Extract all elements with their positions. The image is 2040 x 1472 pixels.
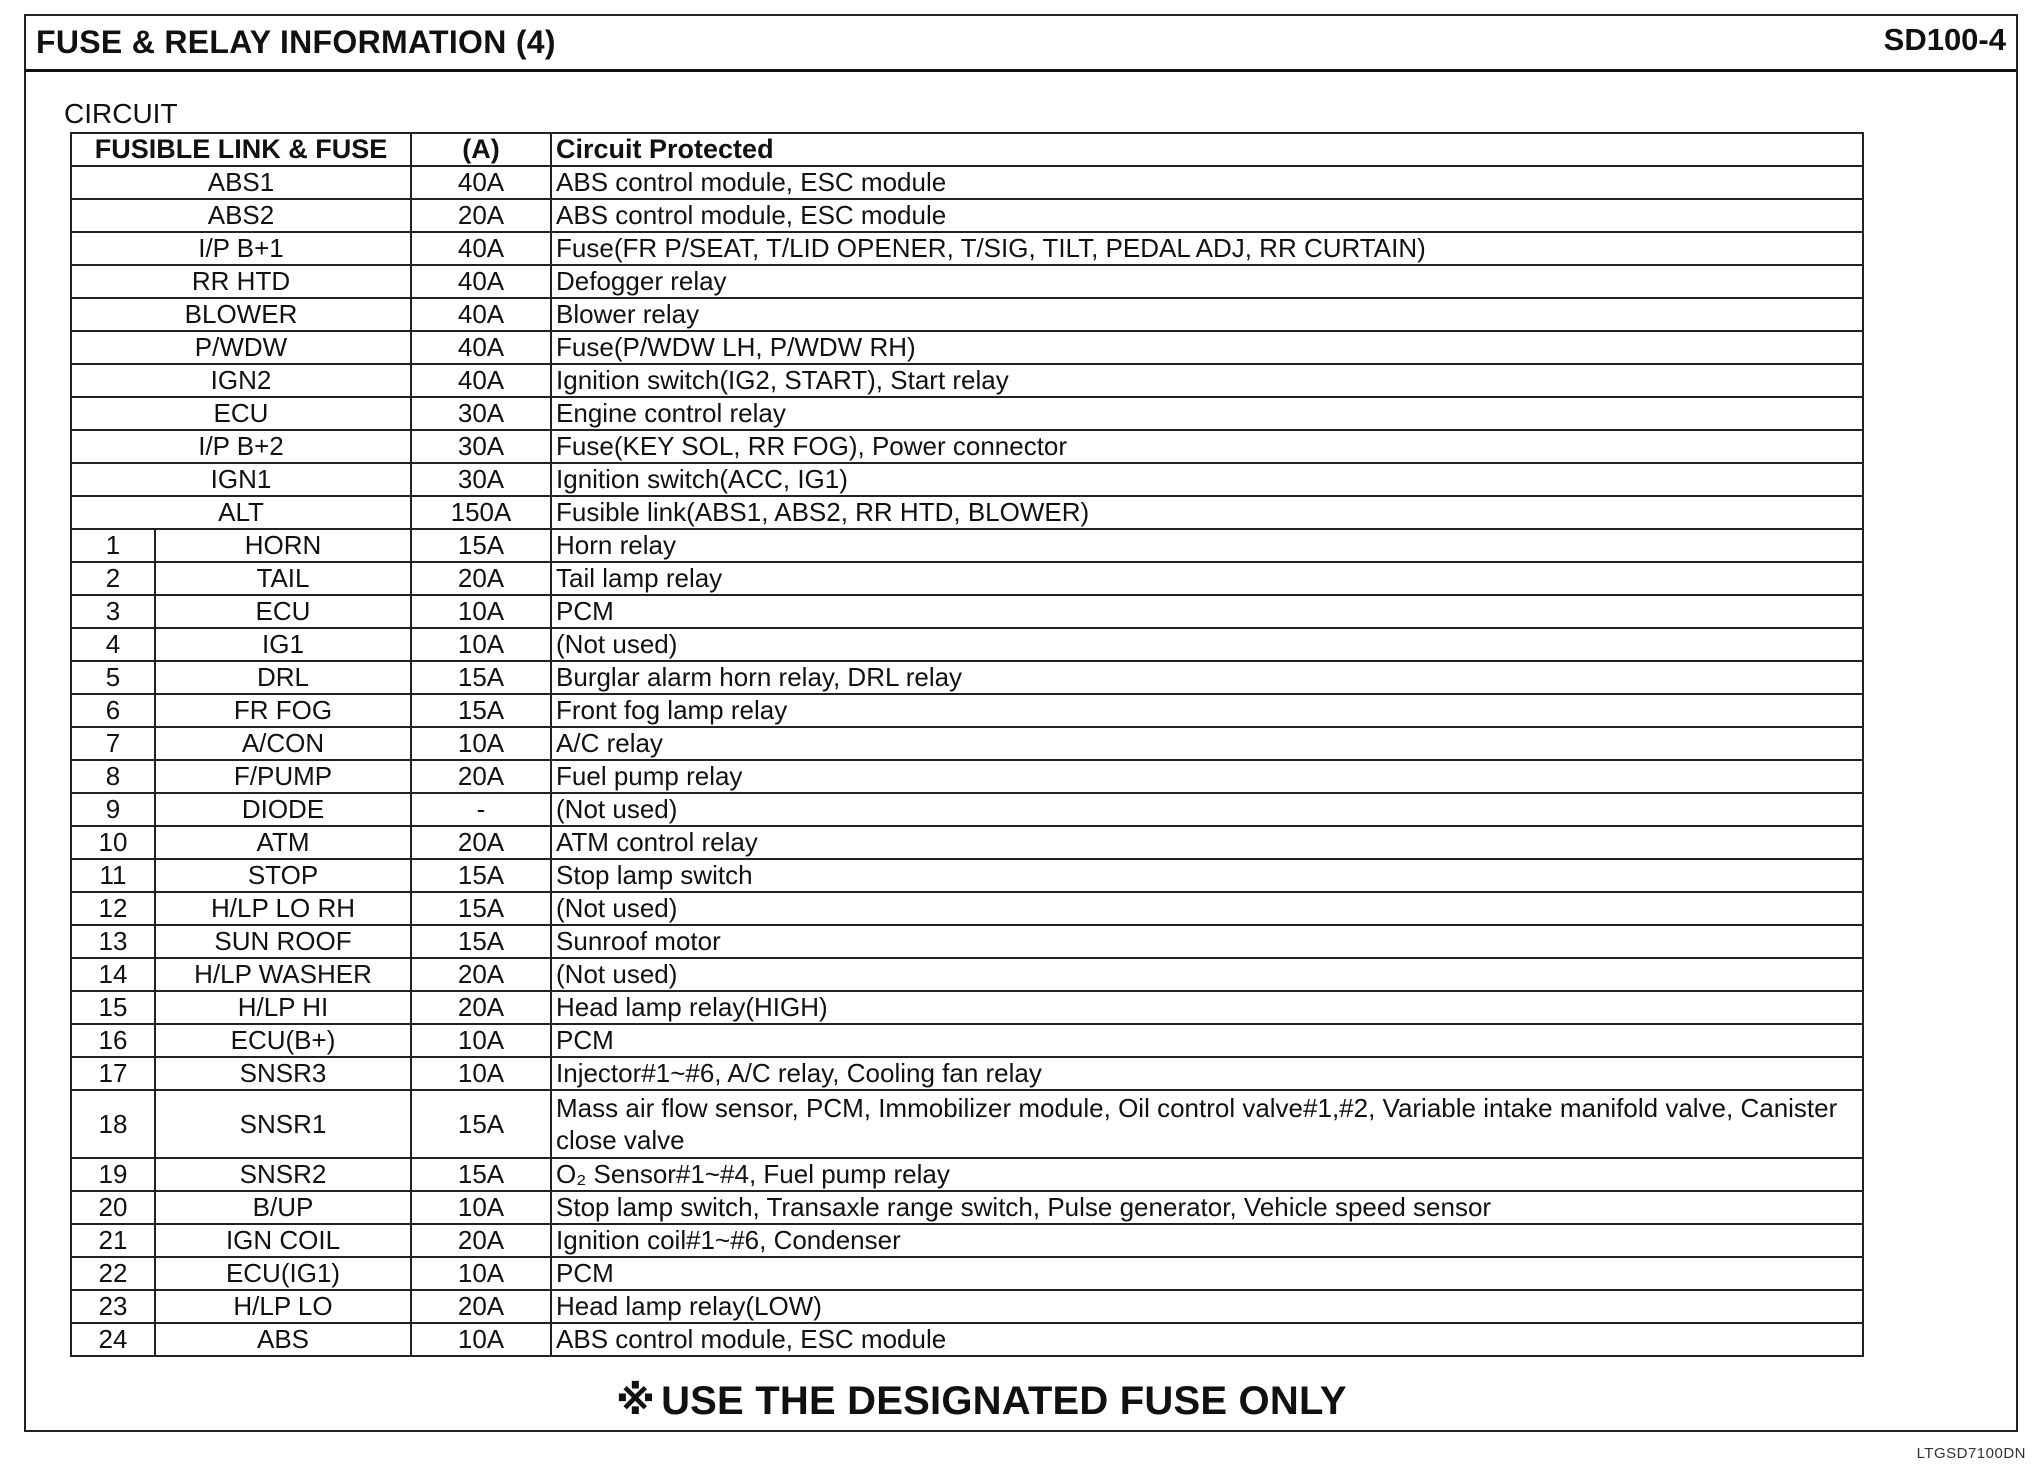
fusible-link-circuit: ABS control module, ESC module — [551, 199, 1863, 232]
fusible-link-amps: 40A — [411, 265, 551, 298]
fusible-link-amps: 40A — [411, 298, 551, 331]
fuse-name: STOP — [155, 859, 411, 892]
fuse-amps: 15A — [411, 694, 551, 727]
page-title: FUSE & RELAY INFORMATION (4) — [36, 24, 556, 60]
fuse-number: 4 — [71, 628, 155, 661]
section-label: CIRCUIT — [64, 98, 178, 129]
page-code: SD100-4 — [1883, 22, 2006, 57]
fusible-link-amps: 150A — [411, 496, 551, 529]
fuse-number: 18 — [71, 1090, 155, 1158]
fuse-row — [71, 760, 1863, 793]
fuse-number: 17 — [71, 1057, 155, 1090]
fuse-circuit: Fuel pump relay — [551, 760, 1863, 793]
fuse-row — [71, 1191, 1863, 1224]
fuse-circuit: Ignition coil#1~#6, Condenser — [551, 1224, 1863, 1257]
fuse-row — [71, 925, 1863, 958]
fusible-link-name: IGN2 — [71, 364, 411, 397]
fuse-number: 2 — [71, 562, 155, 595]
fuse-name: DIODE — [155, 793, 411, 826]
fuse-name: SUN ROOF — [155, 925, 411, 958]
fuse-amps: 10A — [411, 1257, 551, 1290]
fuse-name: SNSR2 — [155, 1158, 411, 1191]
fusible-link-amps: 20A — [411, 199, 551, 232]
fuse-circuit: PCM — [551, 595, 1863, 628]
fuse-number: 16 — [71, 1024, 155, 1057]
fuse-name: H/LP HI — [155, 991, 411, 1024]
fusible-link-row — [71, 496, 1863, 529]
note-text: USE THE DESIGNATED FUSE ONLY — [661, 1379, 1347, 1423]
fusible-link-row — [71, 232, 1863, 265]
fuse-row — [71, 1090, 1863, 1158]
fuse-circuit: Head lamp relay(HIGH) — [551, 991, 1863, 1024]
fuse-row — [71, 793, 1863, 826]
fuse-row — [71, 727, 1863, 760]
fuse-name: ATM — [155, 826, 411, 859]
fuse-number: 10 — [71, 826, 155, 859]
fusible-link-row — [71, 463, 1863, 496]
fuse-amps: 20A — [411, 826, 551, 859]
fuse-name: FR FOG — [155, 694, 411, 727]
fuse-number: 6 — [71, 694, 155, 727]
fusible-link-circuit: Defogger relay — [551, 265, 1863, 298]
fuse-circuit: Front fog lamp relay — [551, 694, 1863, 727]
fuse-circuit: Head lamp relay(LOW) — [551, 1290, 1863, 1323]
fusible-link-name: I/P B+1 — [71, 232, 411, 265]
fuse-amps: 15A — [411, 859, 551, 892]
fuse-amps: 10A — [411, 595, 551, 628]
fuse-number: 8 — [71, 760, 155, 793]
fuse-number: 3 — [71, 595, 155, 628]
fusible-link-amps: 30A — [411, 430, 551, 463]
fuse-relay-table — [70, 132, 1864, 1357]
fuse-row — [71, 1024, 1863, 1057]
reference-code: LTGSD7100DN — [1916, 1445, 2026, 1462]
fuse-number: 15 — [71, 991, 155, 1024]
fuse-name: A/CON — [155, 727, 411, 760]
fuse-number: 14 — [71, 958, 155, 991]
fuse-number: 11 — [71, 859, 155, 892]
header-fuse: FUSIBLE LINK & FUSE — [71, 133, 411, 166]
fusible-link-name: I/P B+2 — [71, 430, 411, 463]
fuse-circuit: O₂ Sensor#1~#4, Fuel pump relay — [551, 1158, 1863, 1191]
fuse-row — [71, 991, 1863, 1024]
fusible-link-name: BLOWER — [71, 298, 411, 331]
fuse-amps: 15A — [411, 529, 551, 562]
fuse-amps: 10A — [411, 1024, 551, 1057]
fuse-circuit: Horn relay — [551, 529, 1863, 562]
fuse-name: B/UP — [155, 1191, 411, 1224]
fusible-link-row — [71, 397, 1863, 430]
fusible-link-row — [71, 298, 1863, 331]
fuse-row — [71, 562, 1863, 595]
fuse-row — [71, 694, 1863, 727]
fuse-row — [71, 1323, 1863, 1356]
fuse-number: 20 — [71, 1191, 155, 1224]
fuse-number: 21 — [71, 1224, 155, 1257]
fuse-row — [71, 1158, 1863, 1191]
fuse-number: 22 — [71, 1257, 155, 1290]
fuse-amps: 10A — [411, 1323, 551, 1356]
fuse-amps: 20A — [411, 958, 551, 991]
fuse-name: ECU — [155, 595, 411, 628]
fuse-number: 19 — [71, 1158, 155, 1191]
fuse-name: SNSR1 — [155, 1090, 411, 1158]
fuse-name: DRL — [155, 661, 411, 694]
fuse-circuit: (Not used) — [551, 958, 1863, 991]
fuse-name: IGN COIL — [155, 1224, 411, 1257]
fusible-link-row — [71, 430, 1863, 463]
fuse-row — [71, 595, 1863, 628]
fuse-row — [71, 1224, 1863, 1257]
fuse-name: HORN — [155, 529, 411, 562]
fuse-amps: 20A — [411, 562, 551, 595]
fusible-link-name: ALT — [71, 496, 411, 529]
fuse-amps: 15A — [411, 1090, 551, 1158]
fuse-name: ECU(IG1) — [155, 1257, 411, 1290]
fuse-name: ABS — [155, 1323, 411, 1356]
fuse-amps: 10A — [411, 1057, 551, 1090]
fuse-row — [71, 826, 1863, 859]
fuse-row — [71, 958, 1863, 991]
fuse-row — [71, 1257, 1863, 1290]
fuse-circuit: (Not used) — [551, 793, 1863, 826]
fuse-name: IG1 — [155, 628, 411, 661]
table-header-row — [71, 133, 1863, 166]
fuse-name: F/PUMP — [155, 760, 411, 793]
fuse-circuit: Stop lamp switch, Transaxle range switch, Pulse generator, Vehicle speed sensor — [551, 1191, 1863, 1224]
fuse-circuit: (Not used) — [551, 628, 1863, 661]
fuse-circuit: PCM — [551, 1257, 1863, 1290]
fuse-amps: 20A — [411, 991, 551, 1024]
fuse-amps: 20A — [411, 1290, 551, 1323]
fuse-number: 9 — [71, 793, 155, 826]
fuse-row — [71, 892, 1863, 925]
fusible-link-amps: 30A — [411, 397, 551, 430]
fuse-circuit: Burglar alarm horn relay, DRL relay — [551, 661, 1863, 694]
fuse-circuit: ATM control relay — [551, 826, 1863, 859]
fuse-name: ECU(B+) — [155, 1024, 411, 1057]
fusible-link-circuit: Engine control relay — [551, 397, 1863, 430]
fuse-amps: 15A — [411, 661, 551, 694]
fusible-link-row — [71, 265, 1863, 298]
fusible-link-circuit: Ignition switch(ACC, IG1) — [551, 463, 1863, 496]
fusible-link-name: ABS2 — [71, 199, 411, 232]
fuse-amps: 20A — [411, 1224, 551, 1257]
fusible-link-amps: 40A — [411, 364, 551, 397]
fusible-link-circuit: Fuse(FR P/SEAT, T/LID OPENER, T/SIG, TILT, PEDAL ADJ, RR CURTAIN) — [551, 232, 1863, 265]
fusible-link-row — [71, 166, 1863, 199]
fuse-number: 1 — [71, 529, 155, 562]
fusible-link-name: ECU — [71, 397, 411, 430]
page-header — [26, 16, 2016, 72]
fuse-number: 24 — [71, 1323, 155, 1356]
fuse-number: 13 — [71, 925, 155, 958]
fuse-name: H/LP LO RH — [155, 892, 411, 925]
table-body — [71, 166, 1863, 1356]
fuse-amps: 10A — [411, 727, 551, 760]
fuse-row — [71, 1057, 1863, 1090]
fuse-number: 12 — [71, 892, 155, 925]
fuse-name: SNSR3 — [155, 1057, 411, 1090]
fusible-link-amps: 40A — [411, 166, 551, 199]
fuse-amps: 20A — [411, 760, 551, 793]
fuse-circuit: Sunroof motor — [551, 925, 1863, 958]
fuse-name: TAIL — [155, 562, 411, 595]
fusible-link-name: ABS1 — [71, 166, 411, 199]
fusible-link-circuit: Blower relay — [551, 298, 1863, 331]
fuse-amps: 10A — [411, 628, 551, 661]
fusible-link-name: IGN1 — [71, 463, 411, 496]
note-mark-icon: ※ — [616, 1379, 656, 1423]
fuse-circuit: Stop lamp switch — [551, 859, 1863, 892]
fuse-amps: 15A — [411, 925, 551, 958]
fuse-circuit: Tail lamp relay — [551, 562, 1863, 595]
fuse-number: 23 — [71, 1290, 155, 1323]
designated-fuse-note — [616, 1378, 1347, 1424]
fuse-amps: 10A — [411, 1191, 551, 1224]
fuse-number: 7 — [71, 727, 155, 760]
fuse-name: H/LP LO — [155, 1290, 411, 1323]
fusible-link-amps: 40A — [411, 331, 551, 364]
fusible-link-amps: 40A — [411, 232, 551, 265]
header-amps: (A) — [411, 133, 551, 166]
page-frame — [24, 14, 2018, 1432]
fuse-row — [71, 628, 1863, 661]
fuse-row — [71, 529, 1863, 562]
fuse-row — [71, 859, 1863, 892]
fusible-link-row — [71, 364, 1863, 397]
fusible-link-circuit: Fuse(P/WDW LH, P/WDW RH) — [551, 331, 1863, 364]
fuse-circuit: Mass air flow sensor, PCM, Immobilizer module, Oil control valve#1,#2, Variable intake manifold valve, Canister close valve — [551, 1090, 1863, 1158]
fuse-circuit: ABS control module, ESC module — [551, 1323, 1863, 1356]
fuse-amps: - — [411, 793, 551, 826]
fuse-amps: 15A — [411, 892, 551, 925]
fusible-link-row — [71, 199, 1863, 232]
fuse-circuit: (Not used) — [551, 892, 1863, 925]
fusible-link-circuit: Ignition switch(IG2, START), Start relay — [551, 364, 1863, 397]
fusible-link-row — [71, 331, 1863, 364]
fusible-link-circuit: ABS control module, ESC module — [551, 166, 1863, 199]
fuse-circuit: A/C relay — [551, 727, 1863, 760]
fusible-link-name: P/WDW — [71, 331, 411, 364]
header-circuit: Circuit Protected — [551, 133, 1863, 166]
fusible-link-amps: 30A — [411, 463, 551, 496]
fuse-name: H/LP WASHER — [155, 958, 411, 991]
fuse-row — [71, 1290, 1863, 1323]
fuse-number: 5 — [71, 661, 155, 694]
fuse-row — [71, 661, 1863, 694]
fusible-link-circuit: Fuse(KEY SOL, RR FOG), Power connector — [551, 430, 1863, 463]
fusible-link-name: RR HTD — [71, 265, 411, 298]
fuse-circuit: Injector#1~#6, A/C relay, Cooling fan relay — [551, 1057, 1863, 1090]
fuse-amps: 15A — [411, 1158, 551, 1191]
fuse-circuit: PCM — [551, 1024, 1863, 1057]
fusible-link-circuit: Fusible link(ABS1, ABS2, RR HTD, BLOWER) — [551, 496, 1863, 529]
